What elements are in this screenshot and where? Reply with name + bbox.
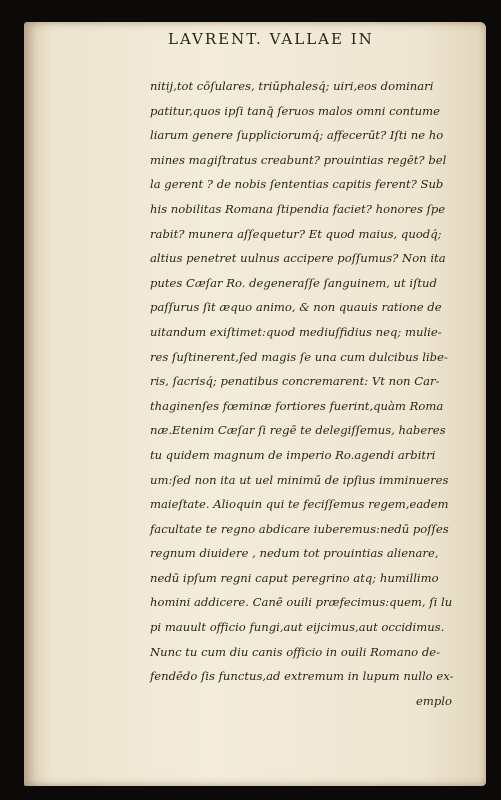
body-text — [150, 74, 480, 713]
text-line: nedū ipſum regni caput peregrino atq; humillimo — [150, 570, 439, 585]
text-line: Nunc tu cum diu canis officio in ouili Romano de- — [150, 644, 441, 659]
catchword: emplo — [416, 693, 452, 708]
text-line: tu quidem magnum de imperio Ro.agendi arbitri — [150, 447, 436, 462]
text-line: pi mauult officio fungi,aut eijcimus,aut occidimus. — [150, 620, 445, 635]
text-line: patitur,quos ipſi tanq̄ ſeruos malos omni contume — [150, 103, 441, 118]
text-line: um:ſed non ita ut uel minimū de ipſius imminueres — [150, 472, 449, 487]
text-line: fendēdo ſis functus,ad extremum in lupum nullo ex- — [150, 669, 454, 684]
text-line: næ.Etenim Cæſar ſi regē te delegiſſemus, haberes — [150, 423, 446, 438]
text-line: mines magiſtratus creabunt? prouintias regēt? bel — [150, 152, 447, 167]
text-line: homini addicere. Canē ouili præfecimus:quem, ſi lu — [150, 595, 453, 610]
text-line: maieſtate. Alioquin qui te feciſſemus regem,eadem — [150, 497, 449, 512]
text-line: liarum genere ſuppliciorumq́; affecerūt? Iſti ne ho — [150, 128, 444, 143]
text-line: putes Cæſar Ro. degeneraſſe ſanguinem, ut iſtud — [150, 275, 437, 290]
text-line: nitij,tot cōſulares, triūphalesq́; uiri,eos dominari — [150, 79, 434, 93]
text-line: his nobilitas Romana ſtipendia faciet? honores ſpe — [150, 201, 446, 216]
text-line: res ſuſtinerent,ſed magis ſe una cum dulcibus libe- — [150, 349, 448, 364]
text-line: rabit? munera aſſequetur? Et quod maius, quodq́; — [150, 226, 442, 241]
text-line: thaginenſes fœminæ fortiores fuerint,quàm Roma — [150, 398, 444, 413]
text-line: uitandum exiſtimet:quod mediuſfidius neq; mulie- — [150, 324, 442, 339]
text-line: altius penetret uulnus accipere poſſumus? Non ita — [150, 251, 446, 266]
text-line: paſſurus ſit æquo animo, & non quauis ratione de — [150, 300, 442, 315]
text-line: regnum diuidere , nedum tot prouintias alienare, — [150, 546, 439, 561]
running-header: LAVRENT. VALLAE IN — [168, 30, 374, 48]
text-line: ris, ſacrisq́; penatibus concremarent: Vt non Car- — [150, 374, 440, 389]
text-line: facultate te regno abdicare iuberemus:nedū poſſes — [150, 521, 449, 536]
text-line: la gerent ? de nobis ſententias capitis ferent? Sub — [150, 177, 444, 192]
